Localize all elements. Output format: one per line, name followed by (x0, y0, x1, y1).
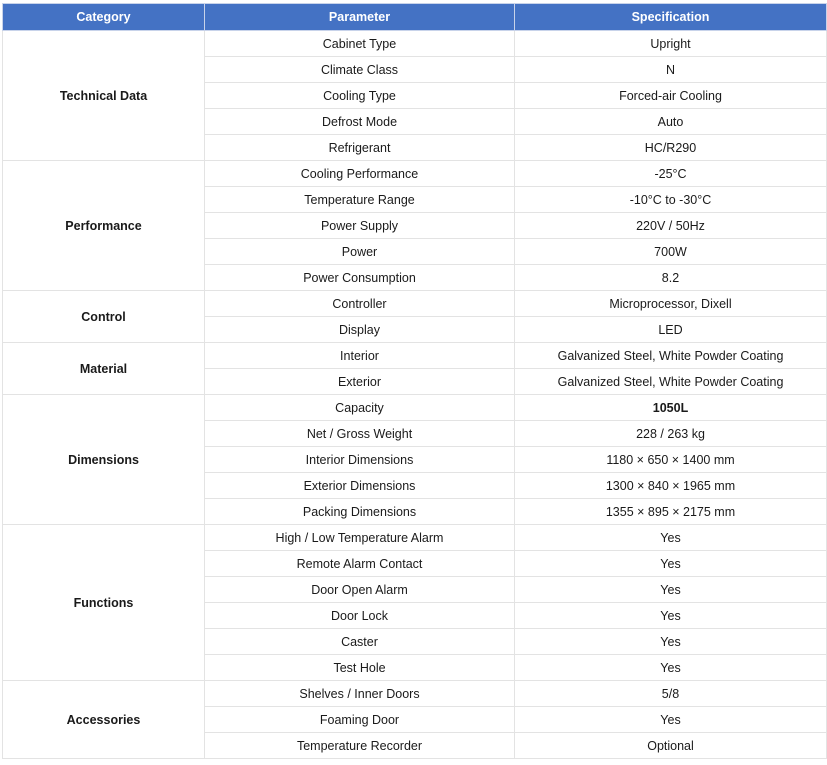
parameter-cell: Shelves / Inner Doors (205, 681, 515, 707)
table-body (3, 31, 827, 759)
specification-cell: Galvanized Steel, White Powder Coating (515, 369, 827, 395)
specification-cell: Yes (515, 577, 827, 603)
category-cell: Technical Data (3, 31, 205, 161)
specification-cell: -25°C (515, 161, 827, 187)
category-cell: Performance (3, 161, 205, 291)
spec-table (2, 3, 827, 759)
category-cell: Control (3, 291, 205, 343)
specification-cell: Yes (515, 525, 827, 551)
table-row (3, 681, 827, 707)
table-row (3, 525, 827, 551)
parameter-cell: Remote Alarm Contact (205, 551, 515, 577)
specification-cell: HC/R290 (515, 135, 827, 161)
table-row (3, 291, 827, 317)
table-row (3, 31, 827, 57)
specification-cell: 8.2 (515, 265, 827, 291)
parameter-cell: Temperature Range (205, 187, 515, 213)
parameter-cell: Interior Dimensions (205, 447, 515, 473)
specification-cell: Yes (515, 655, 827, 681)
specification-cell: Yes (515, 603, 827, 629)
parameter-cell: Interior (205, 343, 515, 369)
specification-cell: Auto (515, 109, 827, 135)
parameter-cell: Power Consumption (205, 265, 515, 291)
parameter-cell: Door Lock (205, 603, 515, 629)
parameter-cell: Foaming Door (205, 707, 515, 733)
parameter-cell: Capacity (205, 395, 515, 421)
parameter-cell: Net / Gross Weight (205, 421, 515, 447)
table-row (3, 161, 827, 187)
parameter-cell: Temperature Recorder (205, 733, 515, 759)
header-row (3, 4, 827, 31)
specification-cell: 1355 × 895 × 2175 mm (515, 499, 827, 525)
parameter-cell: Cabinet Type (205, 31, 515, 57)
category-cell: Dimensions (3, 395, 205, 525)
specification-cell: N (515, 57, 827, 83)
specification-cell: 1180 × 650 × 1400 mm (515, 447, 827, 473)
parameter-cell: Test Hole (205, 655, 515, 681)
category-cell: Functions (3, 525, 205, 681)
specification-cell: -10°C to -30°C (515, 187, 827, 213)
specification-cell: 1300 × 840 × 1965 mm (515, 473, 827, 499)
category-cell: Accessories (3, 681, 205, 759)
parameter-cell: Refrigerant (205, 135, 515, 161)
specification-cell: Yes (515, 707, 827, 733)
parameter-cell: Cooling Performance (205, 161, 515, 187)
specification-cell: 5/8 (515, 681, 827, 707)
specification-cell: Yes (515, 551, 827, 577)
parameter-cell: Power Supply (205, 213, 515, 239)
parameter-cell: Climate Class (205, 57, 515, 83)
specification-cell: Galvanized Steel, White Powder Coating (515, 343, 827, 369)
header-category: Category (3, 4, 205, 31)
specification-cell: 228 / 263 kg (515, 421, 827, 447)
parameter-cell: Defrost Mode (205, 109, 515, 135)
specification-cell: 1050L (515, 395, 827, 421)
specification-cell: Yes (515, 629, 827, 655)
parameter-cell: Packing Dimensions (205, 499, 515, 525)
table-row (3, 395, 827, 421)
specification-cell: 220V / 50Hz (515, 213, 827, 239)
specification-cell: 700W (515, 239, 827, 265)
specification-cell: Microprocessor, Dixell (515, 291, 827, 317)
header-specification: Specification (515, 4, 827, 31)
table-row (3, 343, 827, 369)
parameter-cell: Power (205, 239, 515, 265)
specification-cell: Forced-air Cooling (515, 83, 827, 109)
specification-cell: Optional (515, 733, 827, 759)
parameter-cell: Caster (205, 629, 515, 655)
parameter-cell: High / Low Temperature Alarm (205, 525, 515, 551)
specification-cell: LED (515, 317, 827, 343)
parameter-cell: Exterior (205, 369, 515, 395)
parameter-cell: Controller (205, 291, 515, 317)
parameter-cell: Display (205, 317, 515, 343)
parameter-cell: Door Open Alarm (205, 577, 515, 603)
category-cell: Material (3, 343, 205, 395)
parameter-cell: Cooling Type (205, 83, 515, 109)
parameter-cell: Exterior Dimensions (205, 473, 515, 499)
header-parameter: Parameter (205, 4, 515, 31)
specification-cell: Upright (515, 31, 827, 57)
table-header (3, 4, 827, 31)
